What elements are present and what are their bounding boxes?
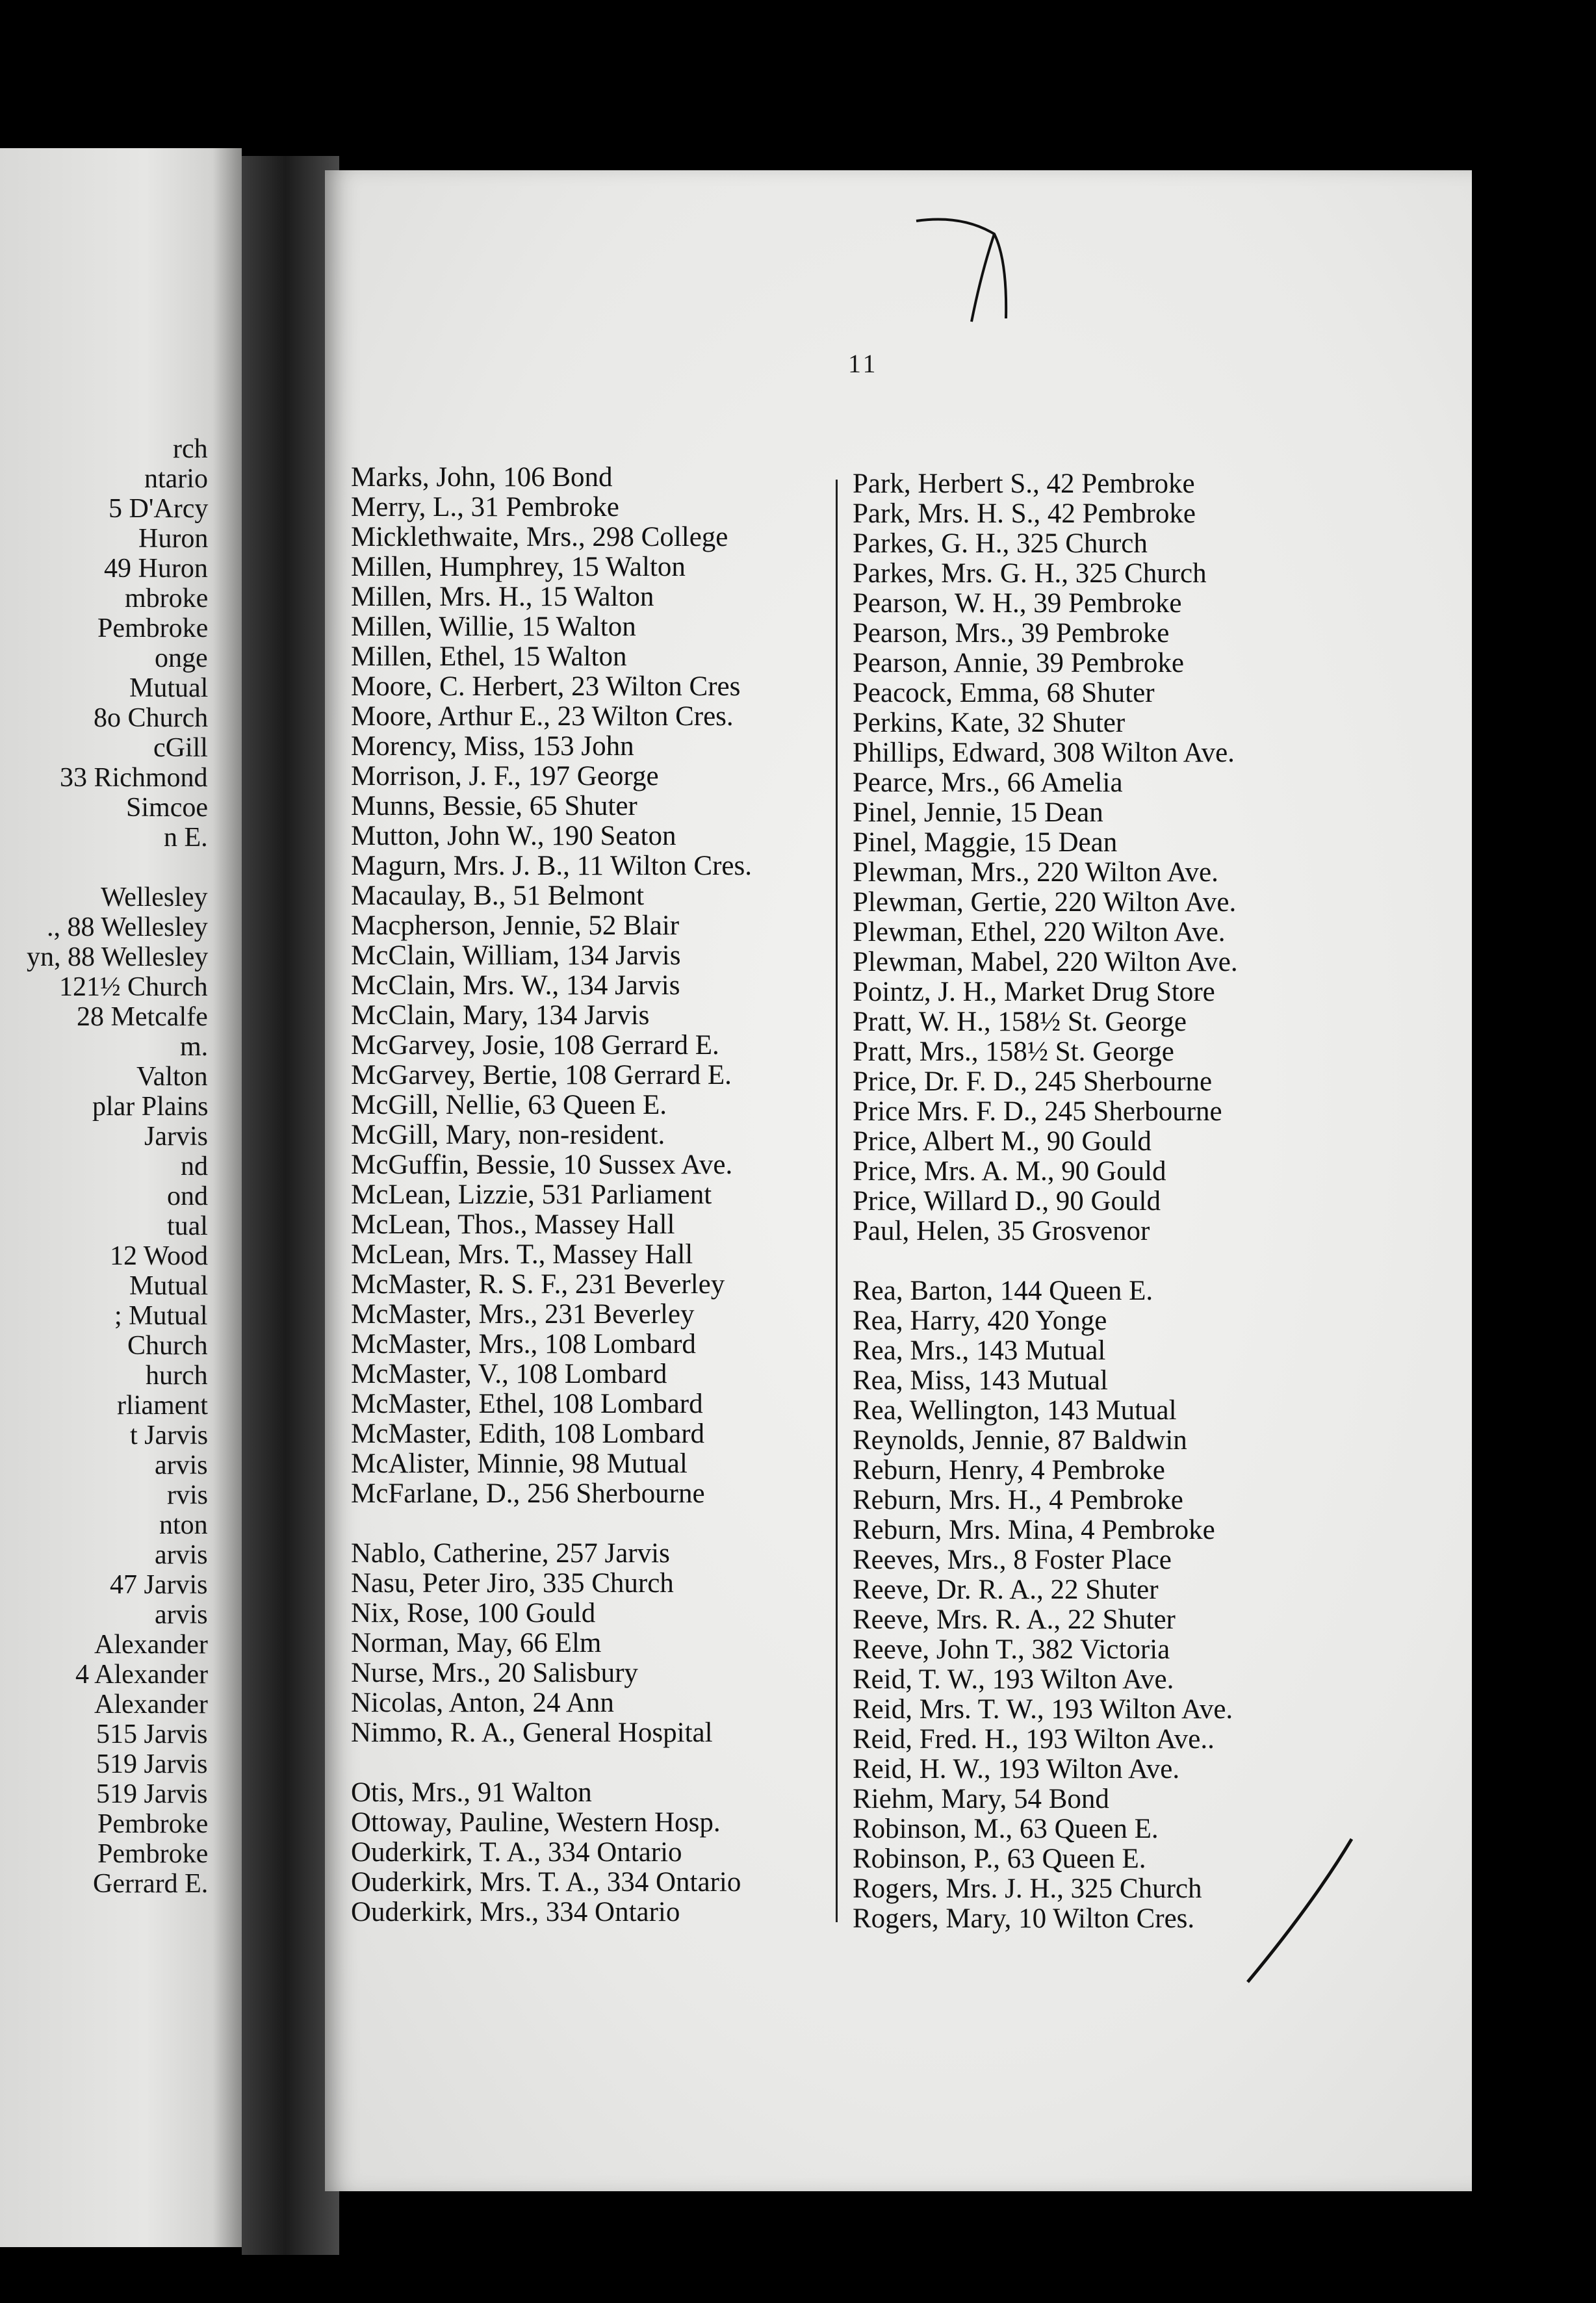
left-page-line: 49 Huron xyxy=(104,554,208,584)
directory-entry: Pinel, Jennie, 15 Dean xyxy=(853,797,1103,828)
left-page-line: t Jarvis xyxy=(130,1421,209,1450)
directory-entry: Nimmo, R. A., General Hospital xyxy=(351,1718,713,1748)
directory-entry: Nurse, Mrs., 20 Salisbury xyxy=(351,1658,638,1688)
left-page-line: n E. xyxy=(164,823,208,853)
left-page-line: 12 Wood xyxy=(110,1241,209,1271)
directory-entry: Ouderkirk, Mrs. T. A., 334 Ontario xyxy=(351,1867,741,1898)
directory-entry: McGarvey, Bertie, 108 Gerrard E. xyxy=(351,1060,732,1090)
directory-entry: McGuffin, Bessie, 10 Sussex Ave. xyxy=(351,1150,733,1180)
left-page-line: mbroke xyxy=(125,584,209,613)
directory-entry: Reeves, Mrs., 8 Foster Place xyxy=(853,1545,1172,1575)
left-page-line: Mutual xyxy=(129,673,209,703)
left-page-line: arvis xyxy=(155,1540,208,1570)
left-page-line: yn, 88 Wellesley xyxy=(27,942,209,972)
directory-entry: Reburn, Henry, 4 Pembroke xyxy=(853,1455,1165,1486)
directory-entry: Riehm, Mary, 54 Bond xyxy=(853,1784,1109,1814)
directory-entry: Macpherson, Jennie, 52 Blair xyxy=(351,910,680,941)
directory-entry: Morency, Miss, 153 John xyxy=(351,731,634,762)
directory-entry: Rogers, Mary, 10 Wilton Cres. xyxy=(853,1903,1195,1934)
left-page-line: ., 88 Wellesley xyxy=(47,912,208,942)
left-page-line: Pembroke xyxy=(97,1839,209,1869)
directory-entry: Munns, Bessie, 65 Shuter xyxy=(351,791,637,821)
directory-entry: Moore, Arthur E., 23 Wilton Cres. xyxy=(351,701,734,732)
section-gap xyxy=(853,1246,1238,1276)
directory-entry: McMaster, Mrs., 108 Lombard xyxy=(351,1329,696,1359)
directory-entry: Millen, Humphrey, 15 Walton xyxy=(351,552,686,582)
directory-entry: Reeve, John T., 382 Victoria xyxy=(853,1634,1170,1665)
directory-entry: Ouderkirk, T. A., 334 Ontario xyxy=(351,1837,682,1868)
left-page-line: nd xyxy=(181,1152,208,1181)
left-page-line: Pembroke xyxy=(97,613,209,643)
left-page-line: onge xyxy=(155,643,208,673)
directory-entry: Paul, Helen, 35 Grosvenor xyxy=(853,1216,1150,1246)
left-page-line: Wellesley xyxy=(101,882,208,912)
left-page-line: ond xyxy=(167,1181,208,1211)
left-page-line: 515 Jarvis xyxy=(96,1719,208,1749)
directory-entry: Otis, Mrs., 91 Walton xyxy=(351,1777,592,1808)
directory-entry: Pearson, W. H., 39 Pembroke xyxy=(853,588,1182,619)
directory-entry: McFarlane, D., 256 Sherbourne xyxy=(351,1478,705,1509)
directory-entry: McGill, Nellie, 63 Queen E. xyxy=(351,1090,667,1120)
left-page-line: cGill xyxy=(153,733,208,763)
directory-entry: Price, Albert M., 90 Gould xyxy=(853,1126,1152,1157)
left-page-line: plar Plains xyxy=(92,1092,209,1122)
directory-entry: Plewman, Mabel, 220 Wilton Ave. xyxy=(853,947,1238,977)
directory-entry: Macaulay, B., 51 Belmont xyxy=(351,881,645,911)
left-page-line: nton xyxy=(159,1510,208,1540)
directory-column-a xyxy=(351,463,752,1927)
left-page-line: Alexander xyxy=(94,1630,208,1660)
left-page-line: Jarvis xyxy=(144,1122,208,1152)
left-page-line: rliament xyxy=(117,1391,208,1421)
hair-mark-icon xyxy=(910,208,1040,338)
directory-entry: Reynolds, Jennie, 87 Baldwin xyxy=(853,1425,1187,1456)
left-page-line: Alexander xyxy=(94,1690,208,1719)
left-page-line: Church xyxy=(127,1331,208,1361)
directory-entry: Rea, Harry, 420 Yonge xyxy=(853,1306,1107,1336)
left-page-line: 121½ Church xyxy=(59,972,208,1002)
directory-entry: Reid, Fred. H., 193 Wilton Ave.. xyxy=(853,1724,1215,1755)
directory-entry: Reeve, Dr. R. A., 22 Shuter xyxy=(853,1575,1159,1605)
column-rule xyxy=(836,480,838,1922)
directory-entry: Pratt, W. H., 158½ St. George xyxy=(853,1007,1187,1037)
directory-entry: McMaster, Mrs., 231 Beverley xyxy=(351,1299,695,1330)
directory-entry: Reeve, Mrs. R. A., 22 Shuter xyxy=(853,1604,1176,1635)
directory-entry: Robinson, M., 63 Queen E. xyxy=(853,1814,1159,1844)
left-page-line: Gerrard E. xyxy=(93,1869,209,1899)
directory-entry: Park, Mrs. H. S., 42 Pembroke xyxy=(853,498,1196,529)
left-page-line: Simcoe xyxy=(126,793,208,823)
directory-entry: Rea, Wellington, 143 Mutual xyxy=(853,1395,1177,1426)
left-page-line: tual xyxy=(167,1211,208,1241)
pen-stroke-icon xyxy=(1235,1833,1365,1988)
directory-entry: Rea, Barton, 144 Queen E. xyxy=(853,1276,1153,1306)
directory-entry: McMaster, R. S. F., 231 Beverley xyxy=(351,1269,725,1300)
directory-entry: Pearson, Annie, 39 Pembroke xyxy=(853,648,1184,678)
directory-entry: Price, Willard D., 90 Gould xyxy=(853,1186,1161,1216)
directory-entry: McClain, Mary, 134 Jarvis xyxy=(351,1000,650,1031)
directory-entry: Millen, Ethel, 15 Walton xyxy=(351,641,627,672)
left-page-line: Mutual xyxy=(129,1271,209,1301)
left-page-line: rvis xyxy=(167,1480,208,1510)
section-gap xyxy=(351,1748,752,1778)
left-page-line: 47 Jarvis xyxy=(110,1570,208,1600)
directory-entry: Reid, H. W., 193 Wilton Ave. xyxy=(853,1754,1180,1784)
directory-entry: McLean, Mrs. T., Massey Hall xyxy=(351,1239,693,1270)
directory-entry: Reid, Mrs. T. W., 193 Wilton Ave. xyxy=(853,1694,1233,1725)
left-page-line: m. xyxy=(180,1032,209,1062)
directory-entry: Marks, John, 106 Bond xyxy=(351,462,613,493)
directory-entry: Pratt, Mrs., 158½ St. George xyxy=(853,1036,1174,1067)
directory-entry: Nasu, Peter Jiro, 335 Church xyxy=(351,1568,674,1599)
directory-entry: Mutton, John W., 190 Seaton xyxy=(351,821,676,851)
left-page-line: arvis xyxy=(155,1450,208,1480)
directory-entry: Phillips, Edward, 308 Wilton Ave. xyxy=(853,738,1235,768)
left-page-line: 28 Metcalfe xyxy=(77,1002,208,1032)
directory-entry: Reburn, Mrs. Mina, 4 Pembroke xyxy=(853,1515,1215,1545)
directory-entry: Rea, Mrs., 143 Mutual xyxy=(853,1335,1106,1366)
directory-entry: Ouderkirk, Mrs., 334 Ontario xyxy=(351,1897,680,1927)
directory-entry: Perkins, Kate, 32 Shuter xyxy=(853,708,1126,738)
directory-entry: McMaster, V., 108 Lombard xyxy=(351,1359,667,1389)
left-page-line: 33 Richmond xyxy=(60,763,208,793)
directory-entry: Rogers, Mrs. J. H., 325 Church xyxy=(853,1873,1202,1904)
directory-entry: Parkes, Mrs. G. H., 325 Church xyxy=(853,558,1207,589)
directory-entry: McClain, William, 134 Jarvis xyxy=(351,940,681,971)
directory-entry: Nix, Rose, 100 Gould xyxy=(351,1598,596,1628)
left-page xyxy=(0,148,242,2247)
left-page-line: 519 Jarvis xyxy=(96,1749,208,1779)
directory-entry: Nicolas, Anton, 24 Ann xyxy=(351,1688,614,1718)
directory-entry: Pearce, Mrs., 66 Amelia xyxy=(853,767,1123,798)
directory-entry: Rea, Miss, 143 Mutual xyxy=(853,1365,1108,1396)
directory-entry: Pearson, Mrs., 39 Pembroke xyxy=(853,618,1170,649)
directory-entry: Micklethwaite, Mrs., 298 College xyxy=(351,522,728,552)
directory-entry: Pinel, Maggie, 15 Dean xyxy=(853,827,1118,858)
directory-entry: Park, Herbert S., 42 Pembroke xyxy=(853,469,1195,499)
left-page-line: ntario xyxy=(144,464,208,494)
directory-entry: Pointz, J. H., Market Drug Store xyxy=(853,977,1215,1007)
left-page-line: 8o Church xyxy=(94,703,209,733)
directory-entry: Plewman, Mrs., 220 Wilton Ave. xyxy=(853,857,1218,888)
left-page-line: 4 Alexander xyxy=(75,1660,209,1690)
directory-entry: McLean, Thos., Massey Hall xyxy=(351,1209,675,1240)
directory-entry: Plewman, Gertie, 220 Wilton Ave. xyxy=(853,887,1237,918)
left-page-line: 519 Jarvis xyxy=(96,1779,208,1809)
directory-entry: McGill, Mary, non-resident. xyxy=(351,1120,665,1150)
directory-entry: Plewman, Ethel, 220 Wilton Ave. xyxy=(853,917,1226,947)
directory-entry: McLean, Lizzie, 531 Parliament xyxy=(351,1179,712,1210)
directory-entry: McMaster, Ethel, 108 Lombard xyxy=(351,1389,703,1419)
directory-entry: Parkes, G. H., 325 Church xyxy=(853,528,1148,559)
directory-entry: Moore, C. Herbert, 23 Wilton Cres xyxy=(351,671,741,702)
left-page-line: rch xyxy=(173,434,208,464)
left-page-line: Huron xyxy=(138,524,209,554)
directory-entry: Reburn, Mrs. H., 4 Pembroke xyxy=(853,1485,1183,1515)
directory-entry: Norman, May, 66 Elm xyxy=(351,1628,602,1658)
section-gap xyxy=(351,1509,752,1539)
directory-entry: Price Mrs. F. D., 245 Sherbourne xyxy=(853,1096,1222,1127)
directory-entry: McClain, Mrs. W., 134 Jarvis xyxy=(351,970,680,1001)
left-page-line: Valton xyxy=(136,1062,208,1092)
directory-entry: McMaster, Edith, 108 Lombard xyxy=(351,1419,705,1449)
directory-entry: Morrison, J. F., 197 George xyxy=(351,761,659,791)
left-page-line: hurch xyxy=(146,1361,208,1391)
directory-entry: Price, Dr. F. D., 245 Sherbourne xyxy=(853,1066,1213,1097)
directory-entry: Price, Mrs. A. M., 90 Gould xyxy=(853,1156,1166,1187)
directory-entry: Millen, Mrs. H., 15 Walton xyxy=(351,582,654,612)
directory-entry: Nablo, Catherine, 257 Jarvis xyxy=(351,1538,670,1569)
directory-entry: Peacock, Emma, 68 Shuter xyxy=(853,678,1155,708)
directory-entry: Merry, L., 31 Pembroke xyxy=(351,492,619,522)
left-page-line: 5 D'Arcy xyxy=(109,494,209,524)
left-page-line: arvis xyxy=(155,1600,208,1630)
directory-entry: Reid, T. W., 193 Wilton Ave. xyxy=(853,1664,1174,1695)
directory-entry: Magurn, Mrs. J. B., 11 Wilton Cres. xyxy=(351,851,752,881)
left-page-line: ; Mutual xyxy=(114,1301,208,1331)
directory-entry: Robinson, P., 63 Queen E. xyxy=(853,1844,1146,1874)
directory-entry: Ottoway, Pauline, Western Hosp. xyxy=(351,1807,721,1838)
directory-entry: Millen, Willie, 15 Walton xyxy=(351,611,636,642)
page-number: 11 xyxy=(848,349,879,378)
directory-column-b xyxy=(853,469,1238,1934)
left-page-line: Pembroke xyxy=(97,1809,209,1839)
directory-entry: McAlister, Minnie, 98 Mutual xyxy=(351,1448,688,1479)
directory-entry: McGarvey, Josie, 108 Gerrard E. xyxy=(351,1030,719,1061)
